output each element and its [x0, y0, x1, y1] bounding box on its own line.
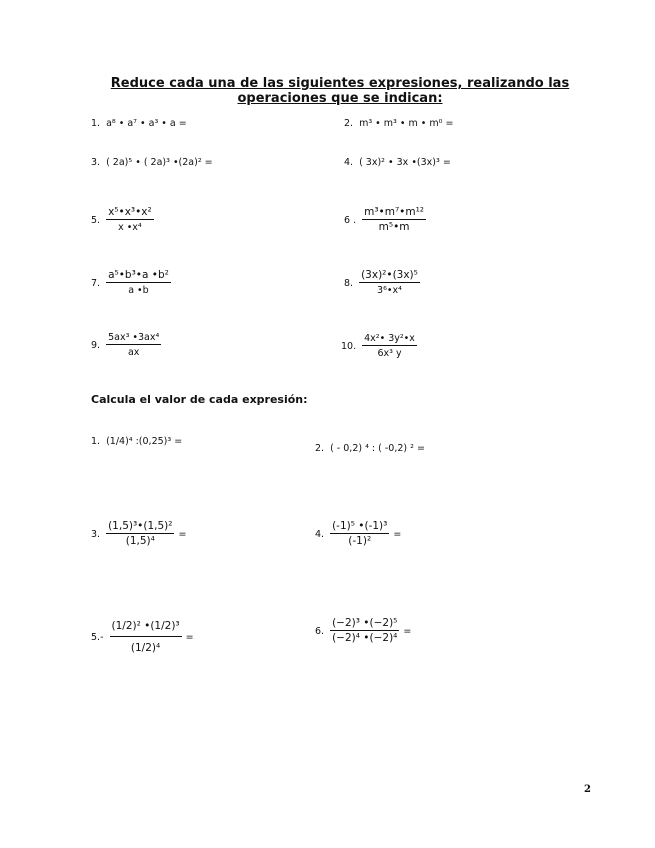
- fraction: $\frac{\text{5ax³ •3ax⁴}}{ax}$: [108, 332, 160, 358]
- fraction: $\frac{\text{a⁵•b³•a •b²}}{a •b}$: [108, 269, 169, 296]
- page-number: 2: [584, 784, 591, 795]
- fraction: $\frac{\text{m³•m⁷•m¹²}}{\text{m⁵•m}}$: [364, 206, 425, 233]
- fraction: $\frac{\text{(1/2)² •(1/2)³}}{\text{(1/2)⁴}}$: [110, 616, 182, 658]
- page-title: Reduce cada una de las siguientes expresiones, realizando las operaciones que se indican:: [110, 76, 570, 106]
- expression: a⁸ • a⁷ • a³ • a =: [106, 118, 187, 129]
- expression: ( 3x)² • 3x •(3x)³ =: [359, 157, 451, 168]
- exercise-9: 9. $\frac{\text{5ax³ •3ax⁴}}{ax}$: [91, 332, 160, 358]
- expression: m³ • m³ • m • m⁰ =: [359, 118, 454, 129]
- exercise-5: 5. $\frac{\text{x⁵•x³•x²}}{\text{x •x⁴}}$: [91, 206, 152, 233]
- exercise-b5: 5.- $\frac{\text{(1/2)² •(1/2)³}}{\text{(1/2)⁴}}$ =: [91, 616, 194, 658]
- expression: ( - 0,2) ⁴ : ( -0,2) ² =: [330, 443, 425, 454]
- exercise-4: 4. ( 3x)² • 3x •(3x)³ =: [344, 157, 451, 168]
- exercise-b6: 6. $\frac{\text{(−2)³ •(−2)⁵}}{\text{(−2)⁴ •(−2)⁴}}$ =: [315, 617, 412, 644]
- section-heading: Calcula el valor de cada expresión:: [91, 393, 308, 406]
- fraction: $\frac{\text{(1,5)³•(1,5)²}}{\text{(1,5)⁴}}$: [108, 520, 173, 547]
- fraction: $\frac{\text{(-1)⁵ •(-1)³}}{\text{(-1)²}}$: [332, 520, 388, 547]
- expression: (1/4)⁴ :(0,25)³ =: [106, 436, 183, 447]
- exercise-6: 6 . $\frac{\text{m³•m⁷•m¹²}}{\text{m⁵•m}}$: [344, 206, 425, 233]
- exercise-b2: 2. ( - 0,2) ⁴ : ( -0,2) ² =: [315, 443, 425, 454]
- exercise-8: 8. $\frac{\text{(3x)²•(3x)⁵}}{\text{3⁶•x⁴}}$: [344, 269, 418, 296]
- exercise-1: 1. a⁸ • a⁷ • a³ • a =: [91, 118, 187, 129]
- expression: ( 2a)⁵ • ( 2a)³ •(2a)² =: [106, 157, 213, 168]
- fraction: $\frac{\text{x⁵•x³•x²}}{\text{x •x⁴}}$: [108, 206, 152, 233]
- exercise-b4: 4. $\frac{\text{(-1)⁵ •(-1)³}}{\text{(-1)²}}$ =: [315, 520, 402, 547]
- exercise-7: 7. $\frac{\text{a⁵•b³•a •b²}}{a •b}$: [91, 269, 169, 296]
- fraction: $\frac{\text{4x²• 3y²•x}}{\text{6x³ y}}$: [364, 333, 415, 359]
- exercise-2: 2. m³ • m³ • m • m⁰ =: [344, 118, 454, 129]
- exercise-10: 10. $\frac{\text{4x²• 3y²•x}}{\text{6x³ y}}$: [341, 333, 415, 359]
- exercise-b1: 1. (1/4)⁴ :(0,25)³ =: [91, 436, 183, 447]
- fraction: $\frac{\text{(−2)³ •(−2)⁵}}{\text{(−2)⁴ •(−2)⁴}}$: [332, 617, 398, 644]
- exercise-3: 3. ( 2a)⁵ • ( 2a)³ •(2a)² =: [91, 157, 213, 168]
- fraction: $\frac{\text{(3x)²•(3x)⁵}}{\text{3⁶•x⁴}}$: [361, 269, 418, 296]
- exercise-b3: 3. $\frac{\text{(1,5)³•(1,5)²}}{\text{(1,5)⁴}}$ =: [91, 520, 187, 547]
